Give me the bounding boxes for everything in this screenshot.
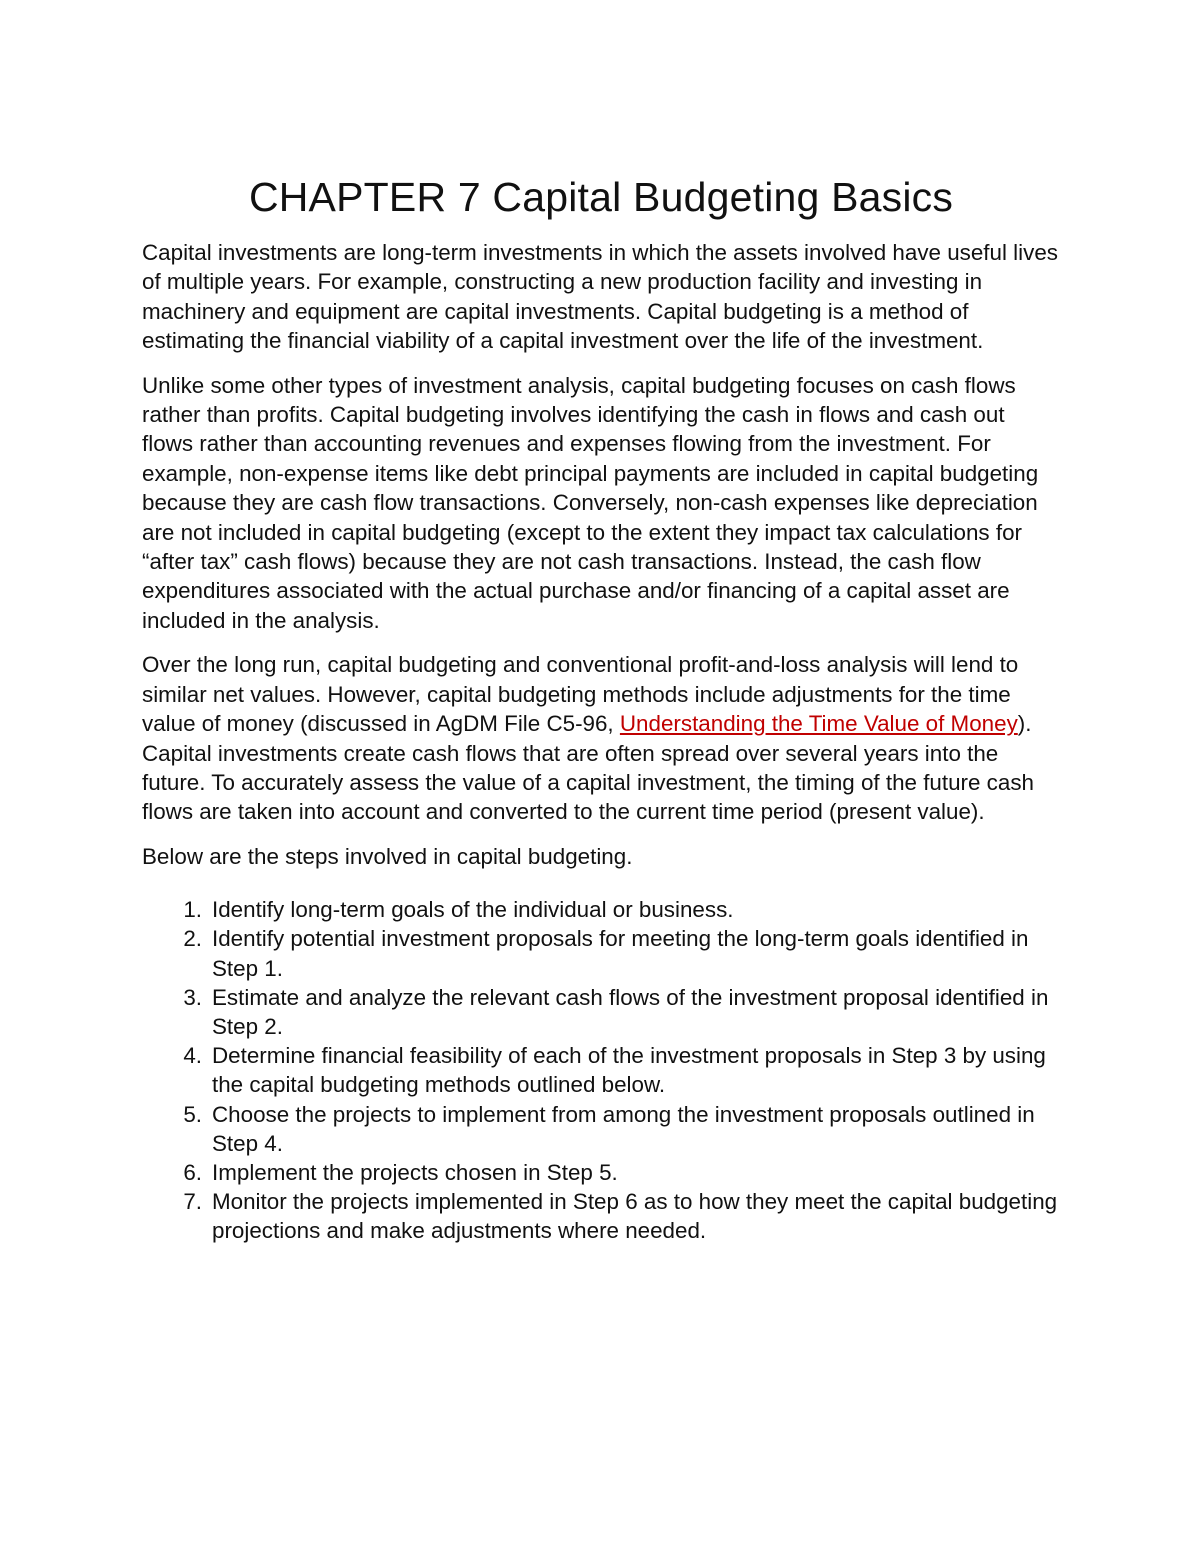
step-number: 7. [183,1189,202,1215]
list-item-step-4 [142,1041,1060,1099]
step-text: Estimate and analyze the relevant cash flows of the investment proposal identified in Step 2. [212,984,1049,1039]
paragraph-time-value [142,650,1060,826]
paragraph-time-value-text-before: Over the long run, capital budgeting and conventional profit-and-loss analysis will lend to similar net values. However, capital budgeting methods include adjustments for the time value of money (discussed in AgDM File C5-96, [142,652,1019,737]
step-number: 1. [183,897,202,923]
list-item-step-1 [142,895,1060,924]
document-page [142,168,1060,1246]
step-number: 5. [183,1101,202,1127]
step-number: 4. [183,1043,202,1069]
step-text: Determine financial feasibility of each of the investment proposals in Step 3 by using the capital budgeting methods outlined below. [212,1043,1046,1098]
step-text: Implement the projects chosen in Step 5. [212,1159,618,1185]
step-number: 6. [183,1159,202,1185]
step-text: Identify potential investment proposals for meeting the long-term goals identified in Step 1. [212,926,1029,981]
list-item-step-6 [142,1158,1060,1187]
chapter-title: CHAPTER 7 Capital Budgeting Basics [248,174,954,220]
steps-list [142,895,1060,1245]
step-text: Choose the projects to implement from among the investment proposals outlined in Step 4. [212,1101,1035,1156]
paragraph-cash-flows: Unlike some other types of investment analysis, capital budgeting focuses on cash flows rather than profits. Capital budgeting involves identifying the cash in flows and cash out flows rather than accounting revenues and expenses flowing from the investment. For example, non-expense items like debt principal payments are included in capital budgeting because they are cash flow transactions. Conversely, non-cash expenses like depreciation are not included in capital budgeting (except to the extent they impact tax calculations for “after tax” cash flows) because they are not cash transactions. Instead, the cash flow expenditures associated with the actual purchase and/or financing of a capital asset are included in the analysis. [142,372,1039,633]
paragraph-time-value-text-after: ). Capital investments create cash flows that are often spread over several years into the future. To accurately assess the value of a capital investment, the timing of the future cash flows are taken into account and converted to the current time period (present value). [142,711,1034,825]
step-text: Monitor the projects implemented in Step 6 as to how they meet the capital budgeting projections and make adjustments where needed. [212,1189,1058,1244]
paragraph-steps-intro: Below are the steps involved in capital budgeting. [142,843,633,869]
list-item-step-3 [142,983,1060,1041]
list-item-step-7 [142,1187,1060,1245]
list-item-step-5 [142,1100,1060,1158]
time-value-of-money-link[interactable]: Understanding the Time Value of Money [619,711,1018,737]
step-number: 3. [183,984,202,1010]
step-text: Identify long-term goals of the individual or business. [212,897,734,923]
step-number: 2. [183,926,202,952]
paragraph-capital-investments: Capital investments are long-term investments in which the assets involved have useful lives of multiple years. For example, constructing a new production facility and investing in machinery and equipment are capital investments. Capital budgeting is a method of estimating the financial viability of a capital investment over the life of the investment. [142,240,1058,354]
list-item-step-2 [142,924,1060,982]
